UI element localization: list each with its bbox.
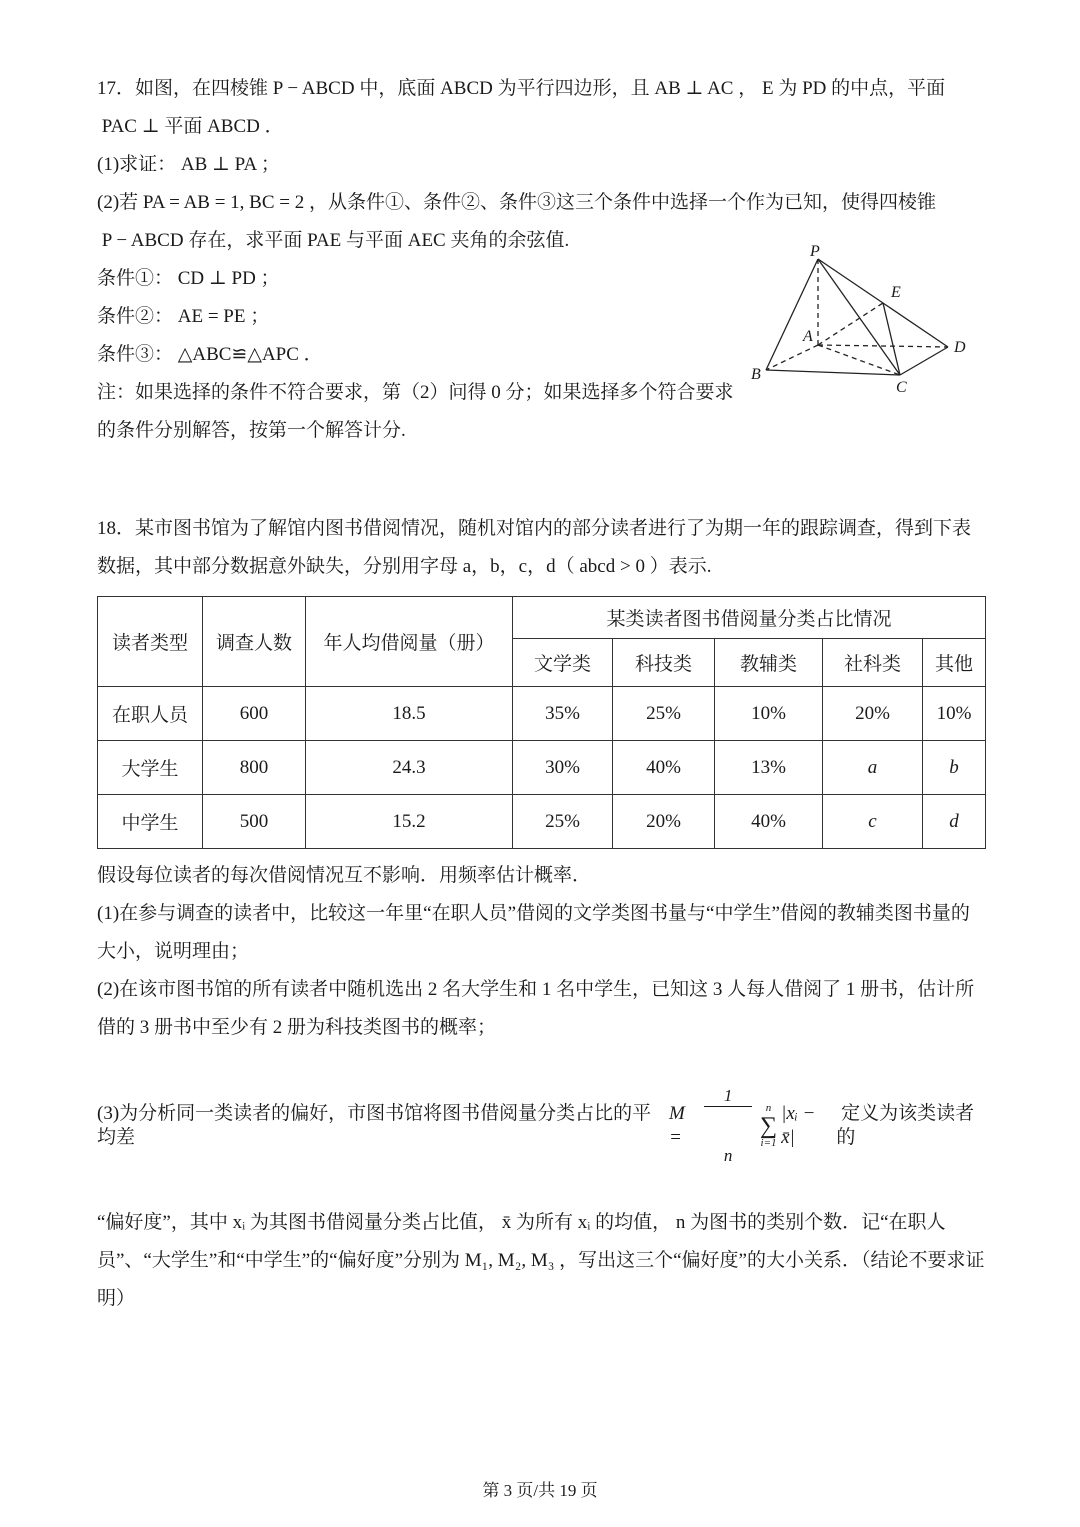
- cell-type: 大学生: [98, 741, 203, 795]
- cell-avg: 24.3: [306, 741, 513, 795]
- cell-count: 600: [203, 687, 306, 741]
- cell-other: 10%: [923, 687, 986, 741]
- problem-18: [97, 510, 985, 1318]
- cell-count: 500: [203, 795, 306, 849]
- fraction-numerator: 1: [704, 1086, 752, 1107]
- sub-header-other: 其他: [923, 639, 986, 687]
- cell-sci: 40%: [613, 741, 715, 795]
- cell-type: 中学生: [98, 795, 203, 849]
- col-header-survey-count: 调查人数: [203, 597, 306, 687]
- vertex-label-C: C: [896, 379, 907, 396]
- formula-summation: [760, 1103, 777, 1149]
- cell-avg: 15.2: [306, 795, 513, 849]
- col-header-category-span: 某类读者图书借阅量分类占比情况: [513, 597, 986, 639]
- p17-note-2: 的条件分别解答，按第一个解答计分.: [97, 420, 406, 441]
- cell-other-missing-b: b: [923, 741, 986, 795]
- p17-cond-2: 条件②： AE = PE ；: [97, 306, 270, 327]
- cell-count: 800: [203, 741, 306, 795]
- vertex-label-B: B: [751, 366, 761, 383]
- cell-teach: 10%: [715, 687, 823, 741]
- p18-part1-2: 大小，说明理由；: [97, 941, 250, 962]
- table-row-college: [98, 741, 986, 795]
- p18-part3-3: 员”、“大学生”和“中学生”的“偏好度”分别为 M₁, M₂, M₃ ，写出这三个“偏好度”的大小关系．（结论不要求证: [97, 1250, 985, 1272]
- p17-part2-1: (2)若 PA = AB = 1, BC = 2 ，从条件①、条件②、条件③这三个条件中选择一个作为已知，使得四棱锥: [97, 192, 936, 213]
- sub-header-literature: 文学类: [513, 639, 613, 687]
- p18-part2-1: (2)在该市图书馆的所有读者中随机选出 2 名大学生和 1 名中学生，已知这 3 人每人借阅了 1 册书，估计所: [97, 979, 975, 1000]
- p18-part3-pre: (3)为分析同一类读者的偏好，市图书馆将图书借阅量分类占比的平均差: [97, 1102, 652, 1148]
- cell-type: 在职人员: [98, 687, 203, 741]
- cell-other-missing-d: d: [923, 795, 986, 849]
- col-header-annual-avg: 年人均借阅量（册）: [306, 597, 513, 687]
- p18-part2-2: 借的 3 册书中至少有 2 册为科技类图书的概率；: [97, 1017, 497, 1038]
- formula-mean-deviation: [669, 1047, 830, 1204]
- p18-assume: 假设每位读者的每次借阅情况互不影响．用频率估计概率．: [97, 865, 592, 886]
- p18-part3-2: “偏好度”，其中 xᵢ 为其图书借阅量分类占比值， x̄ 为所有 xᵢ 的均值， n 为图书的类别个数．记“在职人: [97, 1212, 946, 1234]
- p18-part1-1: (1)在参与调查的读者中，比较这一年里“在职人员”借阅的文学类图书量与“中学生”借阅的教辅类图书量的: [97, 903, 970, 924]
- pyramid-figure: [748, 245, 988, 407]
- page-number-footer: 第 3 页/共 19 页: [482, 1481, 598, 1500]
- summation-upper-limit: n: [765, 1101, 772, 1114]
- cell-sci: 25%: [613, 687, 715, 741]
- vertex-label-A: A: [803, 328, 813, 345]
- table-row-middle-school: [98, 795, 986, 849]
- sub-header-science: 科技类: [613, 639, 715, 687]
- p17-line-2: PAC ⊥ 平面 ABCD ．: [97, 116, 284, 137]
- cell-avg: 18.5: [306, 687, 513, 741]
- p18-intro-1: 18．某市图书馆为了解馆内图书借阅情况，随机对馆内的部分读者进行了为期一年的跟踪调查，得到下表: [97, 518, 972, 539]
- cell-soc-missing-a: a: [823, 741, 923, 795]
- p18-intro-2: 数据，其中部分数据意外缺失，分别用字母 a，b，c，d（ abcd > 0 ）表示.: [97, 556, 712, 577]
- p17-line-1: 17．如图，在四棱锥 P − ABCD 中，底面 ABCD 为平行四边形，且 AB ⊥ AC ， E 为 PD 的中点，平面: [97, 78, 946, 99]
- cell-teach: 40%: [715, 795, 823, 849]
- cell-soc-missing-c: c: [823, 795, 923, 849]
- cell-lit: 30%: [513, 741, 613, 795]
- cell-lit: 35%: [513, 687, 613, 741]
- p18-part3-post: 定义为该类读者的: [836, 1102, 975, 1148]
- formula-fraction: [704, 1047, 752, 1204]
- p17-part2-2: P − ABCD 存在，求平面 PAE 与平面 AEC 夹角的余弦值.: [97, 230, 570, 251]
- summation-sigma-icon: ∑: [759, 1112, 778, 1139]
- vertex-label-P: P: [810, 245, 820, 260]
- p17-part1: (1)求证： AB ⊥ PA ；: [97, 154, 280, 175]
- p18-part3-4: 明）: [97, 1288, 136, 1310]
- col-header-reader-type: 读者类型: [98, 597, 203, 687]
- vertex-label-E: E: [891, 284, 901, 301]
- borrow-stats-table: [97, 596, 986, 849]
- cell-sci: 20%: [613, 795, 715, 849]
- pyramid-svg: [748, 245, 988, 407]
- p18-part3-line: [97, 1047, 985, 1204]
- sub-header-teaching: 教辅类: [715, 639, 823, 687]
- cell-teach: 13%: [715, 741, 823, 795]
- p17-cond-3: 条件③： △ABC≌△APC ．: [97, 344, 323, 365]
- fraction-denominator: n: [723, 1145, 733, 1165]
- table-row-employed: [98, 687, 986, 741]
- formula-absolute-term: |xᵢ − x̄|: [781, 1102, 821, 1148]
- summation-lower-limit: i=1: [760, 1136, 777, 1149]
- cell-lit: 25%: [513, 795, 613, 849]
- cell-soc: 20%: [823, 687, 923, 741]
- p17-note-1: 注：如果选择的条件不符合要求，第（2）问得 0 分；如果选择多个符合要求: [97, 382, 734, 403]
- sub-header-social: 社科类: [823, 639, 923, 687]
- vertex-label-D: D: [954, 339, 966, 356]
- formula-m-equals: M =: [669, 1102, 690, 1148]
- p17-cond-1: 条件①： CD ⊥ PD ；: [97, 268, 280, 289]
